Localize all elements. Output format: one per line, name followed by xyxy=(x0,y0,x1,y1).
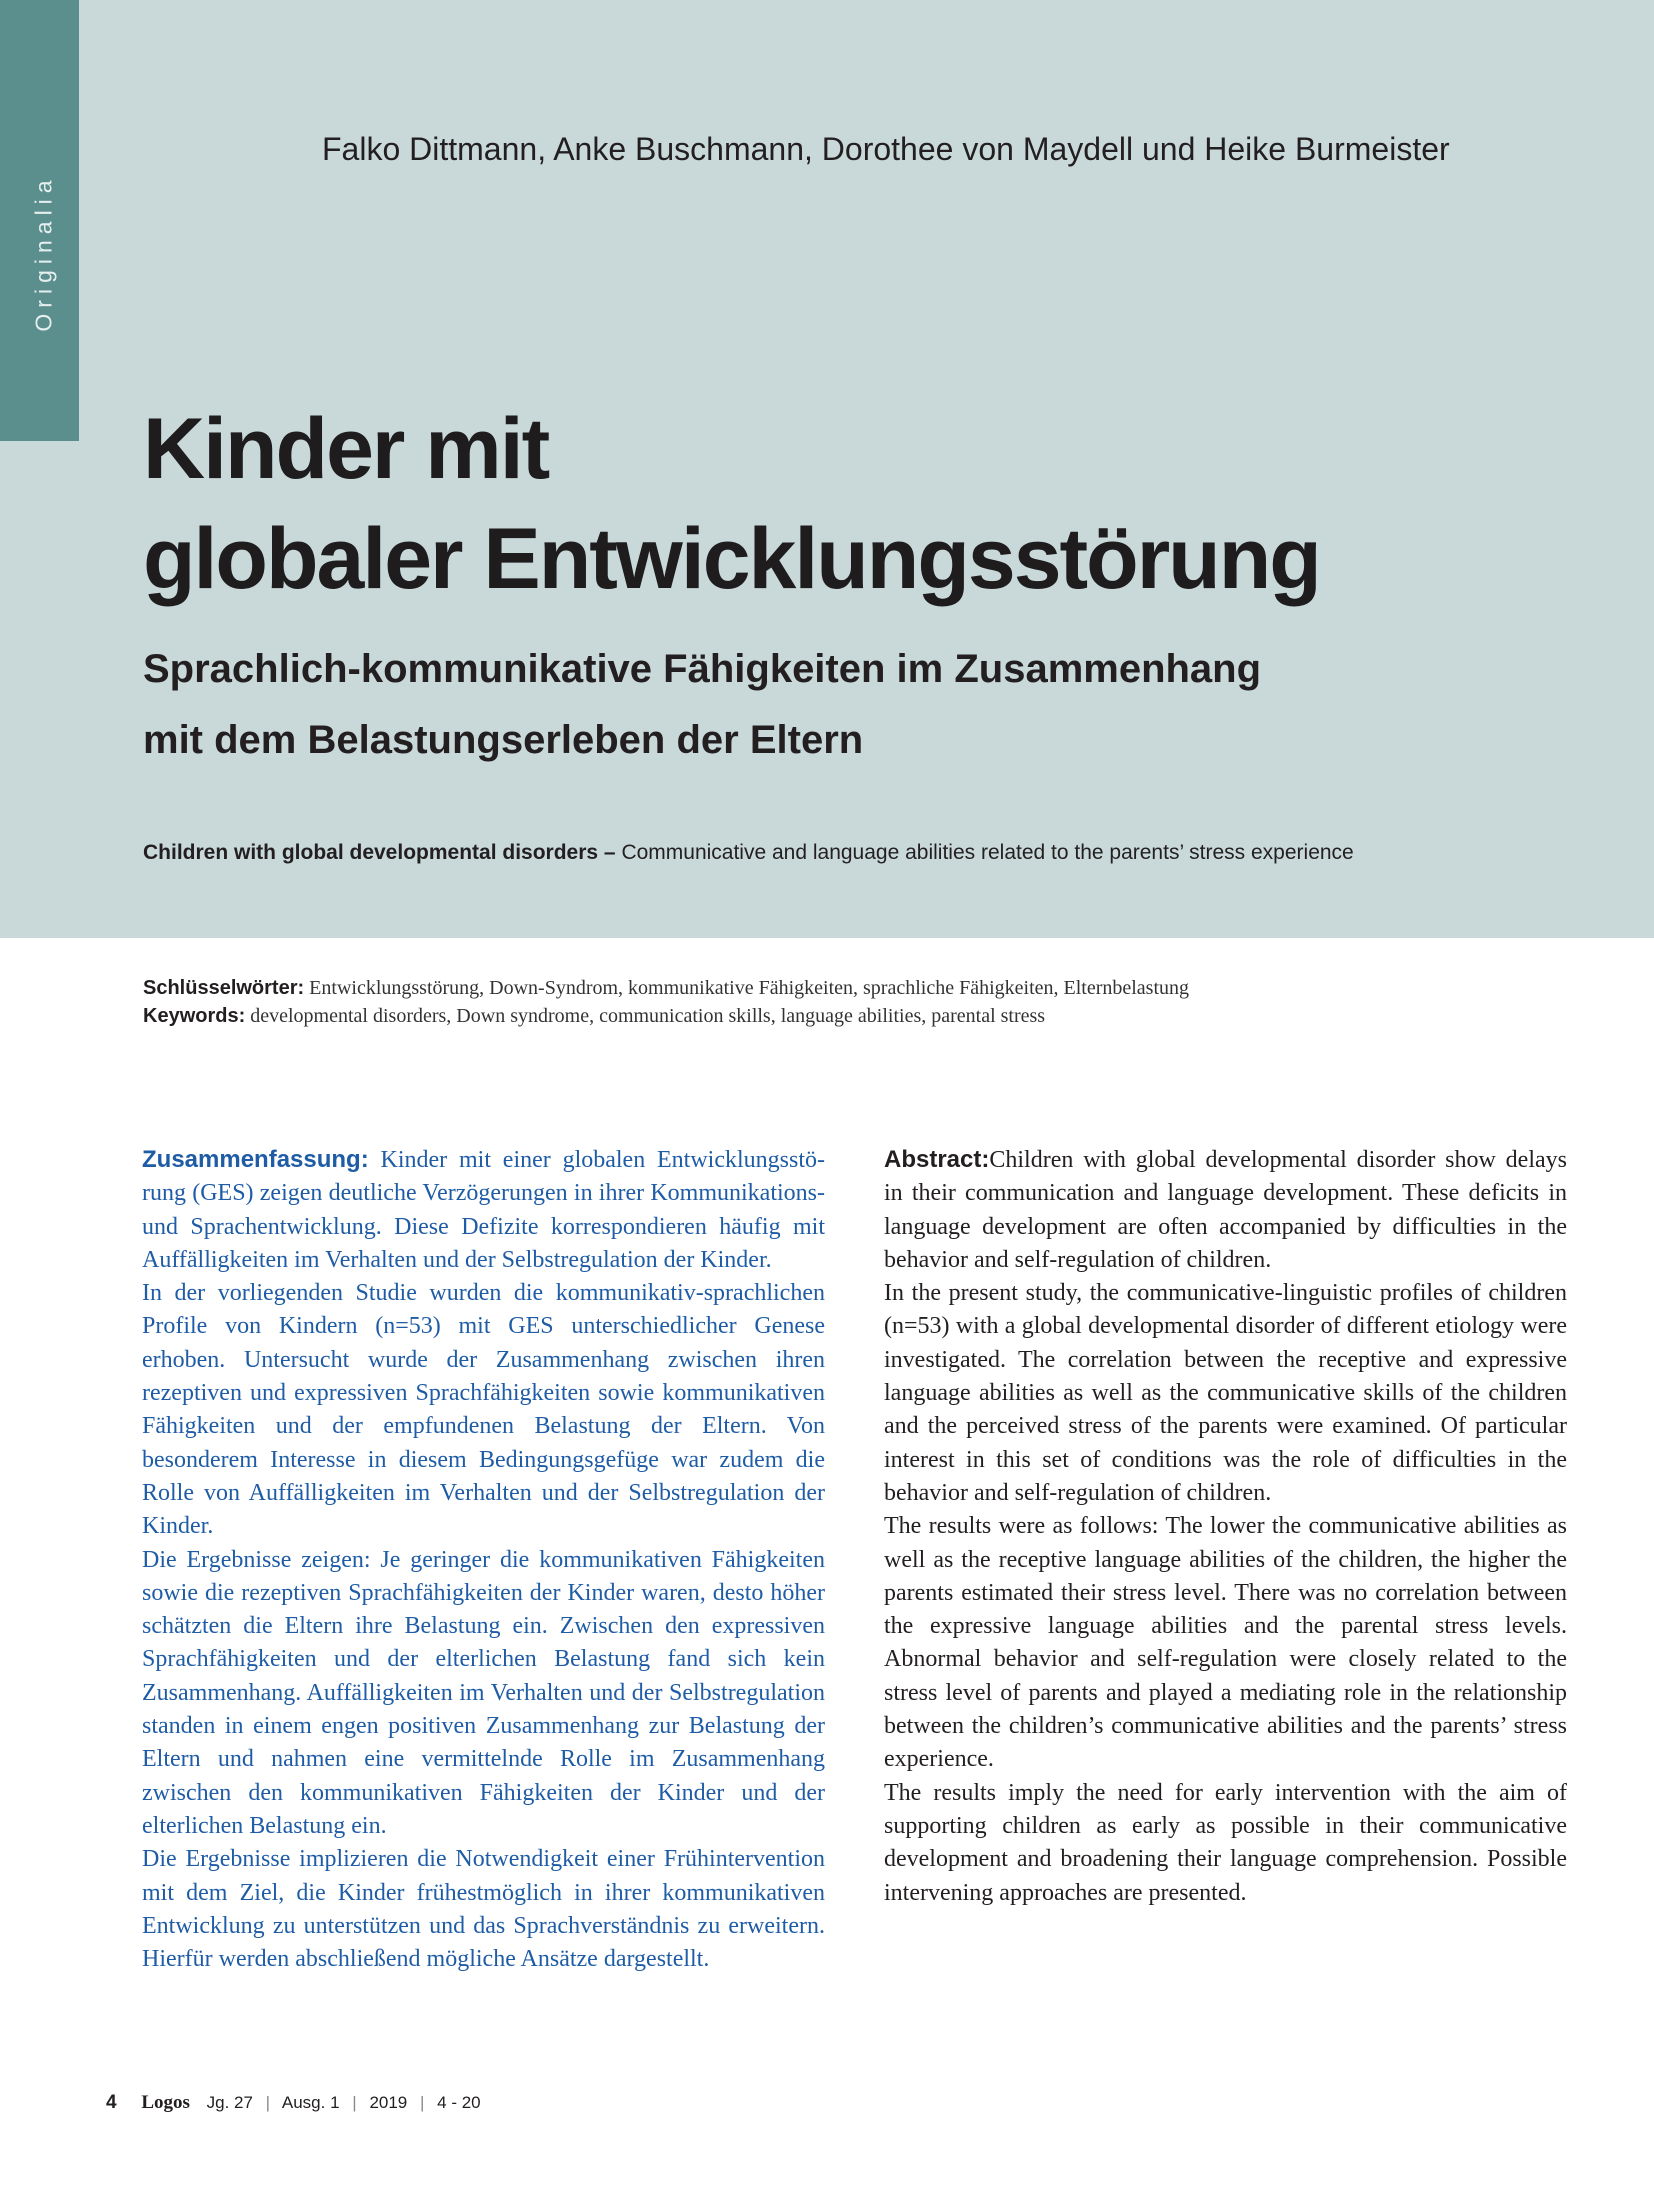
abstract-english-paragraph-2: In the present study, the communicative-linguistic profiles of children (n=53) with a global developmental disorder of different etiology were investigated. The correlation between the receptive and expressive language abilities as well as the communicative skills of the children and the perceived stress of the parents were examined. Of particular interest in this set of conditions was the role of difficulties in the behavior and self-regulation of children. xyxy=(884,1280,1567,1506)
abstract-english xyxy=(884,1143,1567,1910)
page-number: 4 xyxy=(106,2092,117,2113)
article-subtitle-line-2: mit dem Belastungserleben der Eltern xyxy=(143,718,864,762)
section-tab-label: Originalia xyxy=(30,174,57,332)
section-tab xyxy=(0,0,79,441)
abstract-english-paragraph-3: The results were as follows: The lower the communicative abilities as well as the receptive language abilities of the children, the higher the parents estimated their stress level. There was no correlation between the expressive language abilities and the parental stress levels. Abnormal behavior and self-regulation were closely related to the stress level of parents and played a mediating role in the relationship between the children’s communicative abilities and the parents’ stress experience. xyxy=(884,1513,1567,1773)
abstract-german xyxy=(142,1143,825,1976)
english-title-main: Children with global developmental disorders – xyxy=(143,841,616,864)
keywords-german xyxy=(143,974,1189,1002)
journal-volume: Jg. 27 xyxy=(206,2093,253,2112)
page-range: 4 - 20 xyxy=(437,2093,481,2112)
keywords-german-label: Schlüsselwörter: xyxy=(143,977,305,999)
article-title xyxy=(143,394,1320,614)
page-footer xyxy=(106,2092,481,2114)
abstract-german-text-1: Kinder mit einer globalen Entwicklungsstörung (GES) zeigen deutliche Verzögerungen in ihrer Kommunikations- und Sprachentwicklung. Diese Defizite korrespondieren häufig mit Auffälligkeiten im Verhalten und der Selbstregulation der Kinder. xyxy=(142,1147,826,1273)
abstract-german-paragraph-1 xyxy=(142,1143,825,1277)
english-title-rest: Communicative and language abilities related to the parents’ stress experience xyxy=(621,841,1354,864)
abstract-german-paragraph-4: Die Ergebnisse implizieren die Notwendigkeit einer Frühintervention mit dem Ziel, die Kinder frühestmöglich in ihrer kommunikativen Entwicklung zu unterstützen und das Sprachverständnis zu erweitern. Hierfür werden abschließend mögliche Ansätze dargestellt. xyxy=(142,1846,825,1973)
keywords-english-label: Keywords: xyxy=(143,1005,246,1027)
separator: | xyxy=(265,2093,271,2112)
abstract-english-paragraph-4: The results imply the need for early intervention with the aim of supporting children as early as possible in their communicative development and broadening their language comprehension. Possible intervening approaches are presented. xyxy=(884,1779,1567,1906)
abstract-german-label: Zusammenfassung: xyxy=(142,1146,369,1173)
keywords-german-text: Entwicklungsstörung, Down-Syndrom, kommunikative Fähigkeiten, sprachliche Fähigkeiten, Elternbelastung xyxy=(309,977,1190,999)
abstract-german-paragraph-2: In der vorliegenden Studie wurden die kommunikativ-sprachlichen Profile von Kindern (n=53) mit GES unterschiedlicher Genese erhoben. Untersucht wurde der Zusammenhang zwischen ihren rezeptiven und expressiven Sprachfähigkeiten sowie kommunikativen Fähigkeiten und der empfundenen Belastung der Eltern. Von besonderem Interesse in diesem Bedingungsgefüge war zudem die Rolle von Auffälligkeiten im Verhalten und der Selbstregulation der Kinder. xyxy=(142,1280,825,1540)
keywords-english xyxy=(143,1002,1189,1030)
separator: | xyxy=(352,2093,357,2112)
english-title xyxy=(143,841,1354,865)
journal-issue: Ausg. 1 xyxy=(281,2093,340,2112)
article-title-line-2: globaler Entwicklungsstörung xyxy=(143,511,1320,607)
abstract-german-paragraph-3: Die Ergebnisse zeigen: Je geringer die kommunikativen Fähigkeiten sowie die rezeptiven Sprachfähigkeiten der Kinder waren, desto höher schätzten die Eltern ihre Belastung ein. Zwischen den expressiven Sprachfähigkeiten und der elterlichen Belastung fand sich kein Zusammenhang. Auffälligkeiten im Verhalten und der Selbstregulation standen in einem engen positiven Zusammenhang zur Belastung der Eltern und nahmen eine vermittelnde Rolle im Zusammenhang zwischen den kommunikativen Fähigkeiten der Kinder und der elterlichen Belastung ein. xyxy=(142,1546,825,1839)
abstract-english-label: Abstract: xyxy=(884,1146,990,1173)
journal-name: Logos xyxy=(141,2092,190,2113)
keywords-english-text: developmental disorders, Down syndrome, communication skills, language abilities, parental stress xyxy=(250,1005,1046,1027)
separator: | xyxy=(420,2093,425,2112)
keywords-block xyxy=(143,974,1189,1030)
journal-year: 2019 xyxy=(369,2093,408,2112)
article-subtitle-line-1: Sprachlich-kommunikative Fähigkeiten im Zusammenhang xyxy=(143,647,1262,691)
abstract-english-text-1: Children with global developmental disorder show delays in their communication and language development. These deficits in language development are often accompanied by difficulties in the behavior and self-regulation of children. xyxy=(884,1147,1567,1273)
article-subtitle xyxy=(143,634,1261,776)
abstract-english-paragraph-1 xyxy=(884,1143,1567,1277)
author-list: Falko Dittmann, Anke Buschmann, Dorothee von Maydell und Heike Burmeister xyxy=(322,131,1450,167)
article-title-line-1: Kinder mit xyxy=(143,401,549,497)
